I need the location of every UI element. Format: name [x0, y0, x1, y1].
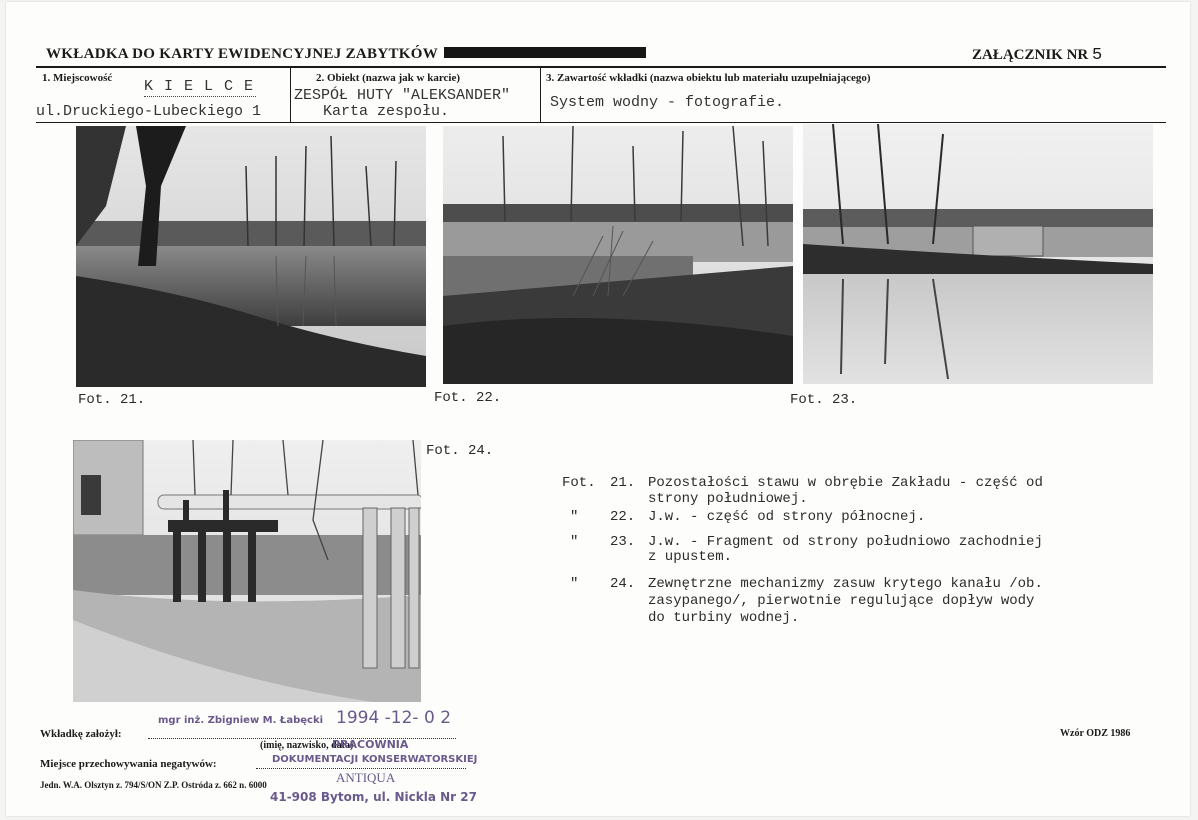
header-rule [36, 66, 1166, 68]
contents-label: 3. Zawartość wkładki (nazwa obiektu lub materiału uzupełniającego) [546, 72, 871, 84]
locality-label: 1. Miejscowość [42, 72, 113, 84]
description-line: do turbiny wodnej. [648, 610, 800, 626]
description-number: 24. [610, 576, 636, 592]
card-title [46, 46, 646, 63]
stamp-line-2: DOKUMENTACJI KONSERWATORSKIEJ [272, 754, 478, 765]
description-item-23 [562, 535, 1142, 577]
description-line: Zewnętrzne mechanizmy zasuw krytego kanału /ob. [648, 576, 1043, 592]
founded-label: Wkładkę założył: [40, 728, 122, 740]
storage-label: Miejsce przechowywania negatywów: [40, 758, 217, 770]
description-line: strony południowej. [648, 491, 808, 507]
founded-dotline [148, 738, 456, 739]
name-hint: (imię, nazwisko, data) [260, 740, 354, 751]
contents-value: System wodny - fotografie. [550, 94, 785, 111]
description-prefix: " [570, 509, 579, 525]
description-list [562, 476, 1142, 627]
stamp-line-4: 41-908 Bytom, ul. Nickla Nr 27 [270, 790, 477, 804]
photo-21 [76, 126, 426, 387]
description-line: Pozostałości stawu w obrębie Zakładu - część od [648, 475, 1043, 491]
description-item-22 [562, 510, 1142, 535]
caption-fot-24: Fot. 24. [426, 443, 494, 459]
storage-dotline [256, 768, 466, 769]
description-line: zasypanego/, pierwotnie regulujące dopływ wody [648, 593, 1035, 609]
founded-date-stamp: 1994 -12- 0 2 [336, 708, 452, 728]
caption-fot-22: Fot. 22. [434, 390, 502, 406]
photo-22 [443, 126, 793, 384]
card-title-text: WKŁADKA DO KARTY EWIDENCYJNEJ ZABYTKÓW [46, 46, 439, 62]
description-line: J.w. - Fragment od strony południowo zachodniej [648, 534, 1043, 550]
object-value-line1: ZESPÓŁ HUTY "ALEKSANDER" [294, 87, 511, 104]
redaction-bar [444, 47, 646, 58]
description-prefix: " [570, 576, 579, 592]
annex-label [972, 46, 1102, 65]
print-info: Jedn. W.A. Olsztyn z. 794/S/ON Z.P. Ostróda z. 662 n. 6000 [40, 780, 267, 790]
description-prefix: Fot. [562, 475, 596, 491]
description-prefix: " [570, 534, 579, 550]
photo-24 [73, 440, 421, 702]
description-number: 23. [610, 534, 636, 550]
description-number: 21. [610, 475, 636, 491]
object-value-line2: Karta zespołu. [323, 103, 450, 120]
locality-dotline [144, 96, 256, 97]
description-item-24 [562, 577, 1142, 627]
object-label: 2. Obiekt (nazwa jak w karcie) [316, 72, 461, 84]
description-item-21 [562, 476, 1142, 510]
photo-23 [803, 124, 1153, 384]
stamp-line-3: ANTIQUA [336, 770, 396, 785]
locality-value: K I E L C E [144, 78, 255, 95]
stamp-line-1: PRACOWNIA [332, 738, 409, 751]
description-number: 22. [610, 509, 636, 525]
caption-fot-21: Fot. 21. [78, 392, 146, 408]
description-line: z upustem. [648, 549, 733, 565]
model-label: Wzór ODZ 1986 [1060, 728, 1131, 739]
field-bottom-rule [36, 122, 1166, 123]
founded-name-stamp: mgr inż. Zbigniew M. Łabęcki [158, 715, 324, 726]
locality-street: ul.Druckiego-Lubeckiego 1 [36, 103, 262, 120]
annex-number: 5 [1092, 46, 1103, 65]
caption-fot-23: Fot. 23. [790, 392, 858, 408]
field-divider-1 [290, 68, 291, 122]
annex-label-text: ZAŁĄCZNIK NR [972, 47, 1089, 63]
record-card [6, 2, 1190, 816]
description-line: J.w. - część od strony północnej. [648, 509, 926, 525]
field-divider-2 [540, 68, 541, 122]
